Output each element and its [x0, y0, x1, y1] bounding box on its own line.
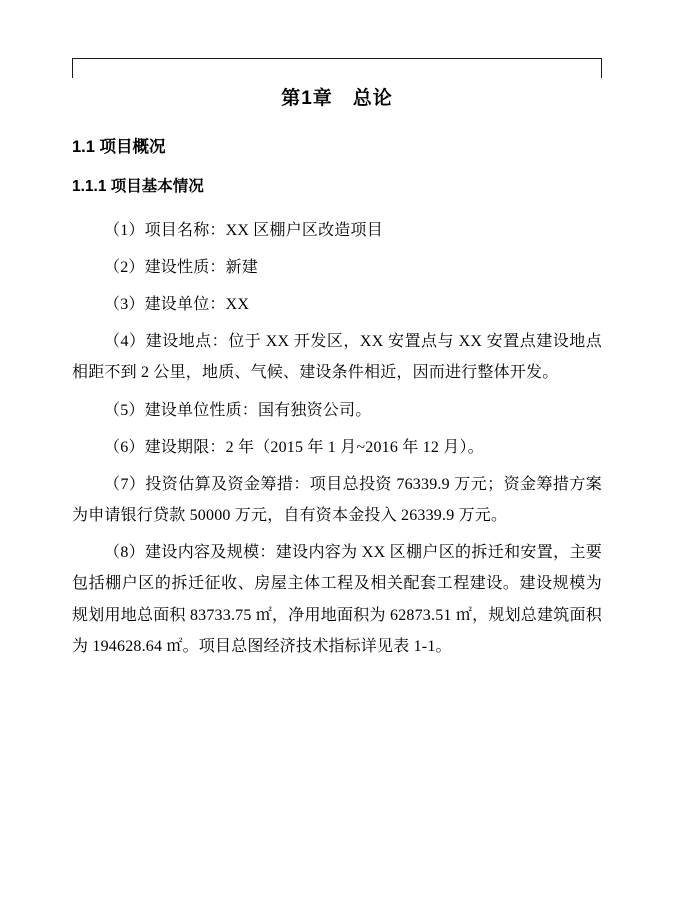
page-header-rule	[72, 58, 602, 80]
paragraph-construction-nature: （2）建设性质：新建	[104, 258, 259, 276]
header-rule-right-corner	[587, 58, 602, 78]
paragraph-construction-period: （6）建设期限：2 年（2015 年 1 月~2016 年 12 月）。	[104, 438, 484, 456]
paragraph-project-name: （1）项目名称：XX 区棚户区改造项目	[104, 221, 383, 239]
section-heading: 1.1 项目概况	[72, 137, 166, 156]
subsection-heading: 1.1.1 项目基本情况	[72, 178, 204, 196]
chapter-title: 第1章 总论	[281, 88, 393, 109]
paragraph-content-and-scale: （8）建设内容及规模：建设内容为 XX 区棚户区的拆迁和安置，主要包括棚户区的拆迁征收、房屋主体工程及相关配套工程建设。建设规模为规划用地总面积 83733.75 ㎡，净用地面积为 62873.51 ㎡，规划总建筑面积为 194628.64 ㎡。项目总图经济技术指标详见表 1-1。	[72, 544, 602, 655]
paragraph-construction-unit: （3）建设单位：XX	[104, 295, 250, 313]
paragraph-investment-estimate: （7）投资估算及资金筹措：项目总投资 76339.9 万元；资金筹措方案为申请银行贷款 50000 万元，自有资本金投入 26339.9 万元。	[72, 475, 602, 525]
paragraph-unit-nature: （5）建设单位性质：国有独资公司。	[104, 401, 372, 419]
header-rule-line	[72, 58, 602, 59]
paragraph-construction-site: （4）建设地点：位于 XX 开发区，XX 安置点与 XX 安置点建设地点相距不到 2 公里，地质、气候、建设条件相近，因而进行整体开发。	[72, 333, 602, 382]
header-rule-left-corner	[72, 58, 87, 78]
document-body	[72, 78, 602, 662]
